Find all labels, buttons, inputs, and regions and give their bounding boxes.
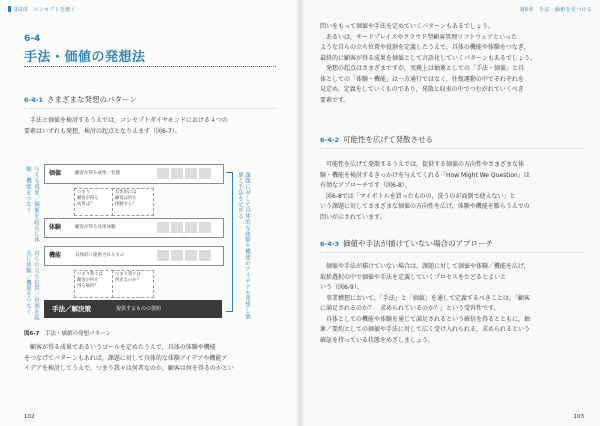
figure-caption: 図6-7 手法・価値の発想パターン bbox=[24, 331, 111, 337]
running-head-left: 第2部 コンセプトを磨く bbox=[8, 6, 76, 13]
subsection-rule bbox=[24, 108, 276, 109]
subsection-rule bbox=[320, 252, 584, 253]
page-number-right: 103 bbox=[573, 414, 584, 420]
dash-note: 具体的には 顧客は何を 体験する？ bbox=[112, 188, 154, 216]
figure-right-label: 課題に対して具体的な体験や機能のアイデアを発想し価値と手法を定める bbox=[237, 172, 250, 320]
book-gutter bbox=[296, 0, 304, 426]
subsection-rule bbox=[320, 148, 584, 149]
body-paragraph: 可能性を広げて発散するうえでは，提供する価値の方向性やさまざまな体 験・機能を検討するきっかけを与えてくれる「How Might We Question」は 有効なアプローチです（図6-8）。 図6-8では「マイボトルを買ったものの，洗うのが面倒で使えない」と いう課題に対してさまざまな価値の方向性を広げ，体験や機能を膨らうえでの 問いが示されています。 bbox=[320, 161, 530, 221]
section-rule bbox=[24, 66, 276, 67]
subsection-heading: 6-4-2 可能性を広げて発散させる bbox=[320, 135, 433, 144]
dash-note: つまり我々は 顧客が何を 得る場所？ bbox=[74, 270, 114, 298]
figure-6-7 bbox=[22, 158, 284, 326]
subsection-heading: 6-4-1 さまざまな発想のパターン bbox=[24, 95, 137, 104]
experience-box: 体験 顧客が得る具体体験 bbox=[44, 218, 224, 238]
function-box: 機能 具体的に提供されるもの bbox=[44, 246, 224, 266]
body-paragraph: 問いをもって価値や手法を定めていくパターンもあるでしょう。 あるいは，サードプレイスやクラウド型顧客管理ソフトウェアといった ような自らの立ち位置や役割を定義したうえで，具体の機能や体験をつなぎ， 最終的に顧客が得る成果を価値として言語化していくパターンもあるでしょう。 発想の起点はさまざまですが，実務上は抽象としての「手法・価値」と具 体としての「体験・機能」は一方通行ではなく，往復運動の中でそれぞれを 見定め，定義をしていくものであり，発散と収束の中でつむがれていくべき 要素です。 bbox=[320, 23, 536, 104]
value-box: 価値 顧客が得る成果／状態 bbox=[44, 164, 224, 184]
body-paragraph: 手法と価値を検討するうえでは，コンセプトダイヤモンドにおける４つの 要素はいずれも発想，検討の起点となりえます（図6-7）。 bbox=[24, 117, 228, 135]
running-head-right: 第6章 手法・価値を見つける bbox=[519, 7, 592, 13]
dash-note: つまり我々は 何者なのか？ bbox=[112, 270, 154, 298]
body-paragraph: 価値や手法が描けていない場合は，課題に対して価値や体験／機能を広げ， 取捨選択の中で価値や手法を定義していくプロセスをたどるとよいと いう（図6-9）。 事業構想において，「手法」と「価値」を通して定義するべきことは，「顧客 に満足されるのか？ 求められているのか？」という受容性です。 具体としての機能や体験を通じて満足されるという確信を得るとともに，抽 象／要約としての価値や手法に対して広く受け入れられる，求められるという 確証を持っている状態をめざしましょう。 bbox=[320, 263, 531, 344]
dash-note: つまり 顧客が得る 成果は？ bbox=[74, 188, 114, 216]
page-number-left: 102 bbox=[24, 414, 35, 420]
figure-left-label-top: 与える成果／価値を起点に体験／機能をつなぐ bbox=[25, 166, 39, 243]
body-paragraph: 顧客が得る成果であるいうゴールを定めたうえで，具体の体験や機能 をつなげてパターンもあれば，課題に対して具体的な体験アイデアや機能ア イデアを検討してうえで，つまり我々は何者なのか，顧客は何を得るのかとい bbox=[24, 344, 234, 372]
method-box: 手法／解決策 提供するものの要約 bbox=[44, 300, 222, 318]
figure-bracket bbox=[226, 172, 233, 312]
section-number: 6-4 bbox=[24, 34, 41, 44]
section-title: 手法・価値の発想法 bbox=[24, 50, 146, 65]
right-page bbox=[300, 0, 600, 426]
figure-left-label-bottom: 自らの立ち位置／役割を起点に体験／機能をつなぐ bbox=[25, 250, 39, 321]
subsection-heading: 6-4-3 価値や手法が描けていない場合のアプローチ bbox=[320, 239, 493, 248]
